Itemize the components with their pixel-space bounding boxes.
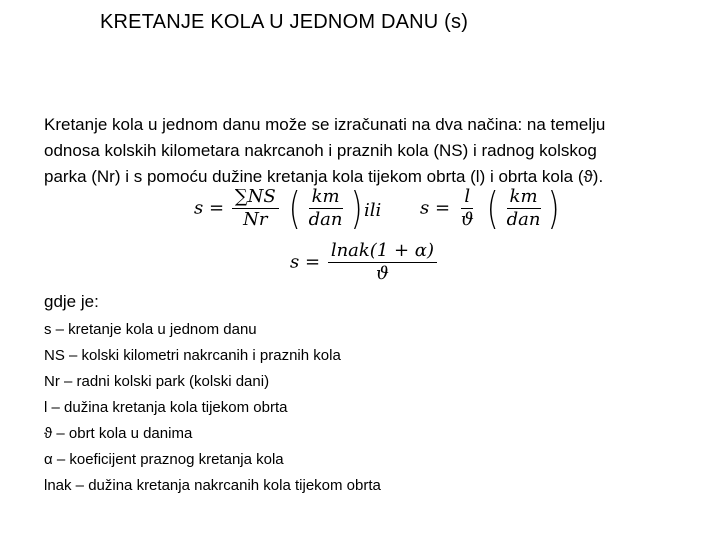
right-paren: )	[548, 182, 561, 234]
formula-lnak	[290, 240, 439, 285]
left-paren: (	[289, 182, 302, 234]
fraction-denominator: ϑ	[460, 209, 474, 230]
legend-heading: gdje je:	[44, 292, 99, 311]
unit-denominator: dan	[506, 209, 541, 230]
legend-item: Nr – radni kolski park (kolski dani)	[44, 373, 270, 390]
right-paren: )	[350, 182, 363, 234]
intro-line: Kretanje kola u jednom danu može se izračunati na dva načina: na temelju	[44, 115, 606, 134]
fraction-l-over-theta	[458, 186, 477, 231]
intro-line: parka (Nr) i s pomoću dužine kretanja kola tijekom obrta (l) i obrta kola (ϑ).	[44, 167, 604, 186]
formula-lhs: s	[194, 197, 204, 219]
legend-item: s – kretanje kola u jednom danu	[44, 321, 257, 338]
fraction-unit	[504, 186, 544, 231]
unit-numerator: km	[309, 186, 343, 209]
fraction-denominator: ϑ	[375, 263, 389, 284]
legend-item: ϑ – obrt kola u danima	[44, 425, 193, 442]
unit-numerator: km	[507, 186, 541, 209]
formula-ns-nr	[194, 182, 365, 234]
fraction-lnak-over-theta	[328, 240, 437, 285]
formula-lhs: s	[290, 251, 300, 273]
connector-ili: ili	[364, 200, 382, 221]
unit-denominator: dan	[308, 209, 343, 230]
formula-lhs: s	[420, 197, 430, 219]
left-paren: (	[486, 182, 500, 234]
formula-equals: =	[434, 197, 451, 219]
fraction-numerator: lnak(1 + α)	[328, 240, 437, 263]
symbol-legend	[44, 289, 644, 499]
legend-item: l – dužina kretanja kola tijekom obrta	[44, 399, 288, 416]
legend-item: α – koeficijent praznog kretanja kola	[44, 451, 284, 468]
fraction-numerator: l	[461, 186, 473, 209]
fraction-numerator: ∑NS	[232, 186, 279, 209]
fraction-denominator: Nr	[243, 209, 268, 230]
legend-list	[44, 317, 644, 499]
formula-equals: =	[208, 197, 225, 219]
fraction-ns-over-nr	[232, 186, 279, 231]
legend-item: lnak – dužina kretanja nakrcanih kola tijekom obrta	[44, 477, 381, 494]
slide-title: KRETANJE KOLA U JEDNOM DANU (s)	[100, 11, 469, 33]
intro-line: odnosa kolskih kilometara nakrcanoh i praznih kola (NS) i radnog kolskog	[44, 141, 597, 160]
formula-l-theta	[420, 182, 563, 234]
legend-item: NS – kolski kilometri nakrcanih i praznih kola	[44, 347, 341, 364]
formula-equals: =	[304, 251, 321, 273]
intro-paragraph	[44, 112, 684, 190]
fraction-unit	[306, 186, 346, 231]
